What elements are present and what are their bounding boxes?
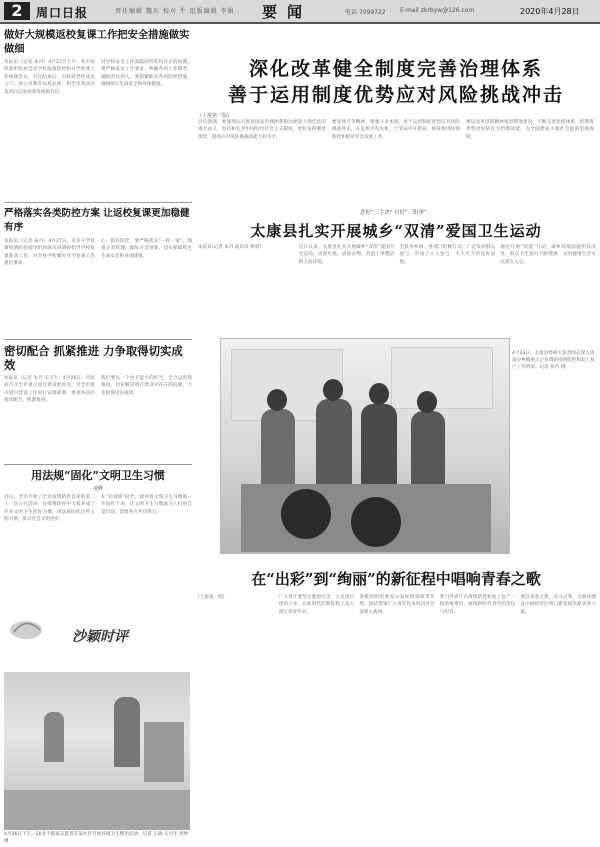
body-text: 近日，全市开展了全市疫情防控以来的第二十一次公开活动，在疫情防控中大家养成了许多文明卫生的好习惯，用法规固化这些文明习惯，推动社会文明进步。 <box>4 495 95 523</box>
left-news-photo <box>4 672 190 830</box>
body-text: 本报讯（记者 朱丹）4月27日，省市开学复课疫情防控指导组到商水县调研指导学校复课准备工作，对全县学校做好开学复课工作提出要求。 <box>4 239 95 267</box>
commentary-logo <box>6 612 76 642</box>
lead-headline: 深化改革健全制度完善治理体系 <box>248 58 543 80</box>
body-text: 要以改革创新精神推进制度建设，不断完善治理体系，把制度优势更好转化为治理效能，为全面建成小康社会提供坚强保障。 <box>466 120 594 140</box>
issue-date: 2020年4月28日 <box>520 7 580 16</box>
author-line: 凌峰 <box>92 486 103 492</box>
masthead <box>0 0 600 24</box>
section-headline: 在“出彩”到“绚丽”的新征程中唱响青春之歌 <box>251 570 541 588</box>
body-text: 我们要以一个也不能少的担当，全力以赴抓推进，切实解决项目建设中存在的问题，力争取得切实成效。 <box>101 376 192 396</box>
main-news-photo <box>220 338 510 554</box>
body-text: 各级团组织要充分发挥桥梁纽带作用，团结带领广大青年投身经济社会发展主战场。 <box>359 595 435 615</box>
editor-info: 责任编辑 魏东 校对 牛 组版编辑 李娟 <box>115 8 235 15</box>
email-info: E-mail zkrbyw@126.com <box>400 7 475 14</box>
body-text: 对学校安全工作面临的形势和存在的问题，要严格落实工作要求，明确各项工作职责，确保责任到人，要抓紧抓实各项防控措施，确保师生生命安全和身体健康。 <box>101 60 192 88</box>
commentary-column-title: 沙颖时评 <box>72 629 128 645</box>
body-text: 本报讯（记者 朱丹）4月27日上午，我市组织收听收看全省学校疫情防控和开学复课工作视频会议。会议结束后，市政府党组成员王宁，周口市教育局局长孙，和全市各县区负责同志参加我市视频会议。 <box>4 60 95 95</box>
kicker: 念好“三字诀” 打好“三组拳” <box>360 210 427 216</box>
left-article-2 <box>4 198 192 268</box>
body-text: 要以青春之我，奋斗之我，为加快建设中原经济区周口新发展贡献青春力量。 <box>520 595 596 615</box>
article-body-4 <box>198 594 596 616</box>
paper-name: 周口日报 <box>36 6 89 20</box>
page-number: 2 <box>4 2 30 20</box>
body-text: 心、抓好防控，要严格落实“一校一案”，加强分类管理，做好应急预案，切实保障师生生命安全和身体健康。 <box>101 239 192 259</box>
body-text: 在“后疫情”时代，如何将文明卫生习惯进一步固化下来，让文明卫生习惯成为人们的自觉行动，需要各方共同努力。 <box>101 495 192 515</box>
dateline: (上接第一版) <box>198 595 225 600</box>
article-title: 严格落实各类防控方案 让返校复课更加稳健有序 <box>4 208 190 233</box>
body-text: 通过开展“双清”行动，城乡环境面貌明显改善，群众卫生意识不断增强，文明健康生活方式深入人心。 <box>500 245 596 265</box>
lead-article <box>196 24 596 141</box>
body-text: 要引导青年在疫情防控和复工复产一线勇挑重担，展现新时代青年的责任与担当。 <box>439 595 516 615</box>
section-headline: 太康县扎实开展城乡“双清”爱国卫生运动 <box>250 222 542 240</box>
left-article-1 <box>4 28 192 96</box>
body-text: 近日以来，太康县扎实开展城乡“双清”爱国卫生运动，清理垃圾、清除杂物，营造干净整洁的人居环境。 <box>298 245 395 265</box>
left-photo-caption: 4月26日下午，20多个街道志愿者在某社区开展环境卫生整治活动。记者 王晓 实习生 何婷 摄 <box>4 832 189 844</box>
body-text: 要发扬斗争精神，增强斗争本领，善于运用制度优势应对风险挑战冲击，在危机中育先机、于变局中开新局，统筹推进疫情防控和经济社会发展工作。 <box>332 120 460 140</box>
body-text: 全县各乡镇、各部门积极行动，广泛发动群众参与，形成了人人参与、人人尽力的良好氛围。 <box>399 245 496 265</box>
article-title: 密切配合 抓紧推进 力争取得切实成效 <box>4 344 183 372</box>
lead-subheadline: 善于运用制度优势应对风险挑战冲击 <box>227 84 564 106</box>
body-text: 本报讯（记者 朱丹 实习生）4月26日，市政府召开全市重点项目建设推进会，对全市重点项目建设工作进行安排部署，要求各县区密切配合，抓紧推进。 <box>4 376 95 404</box>
article-body-2 <box>198 244 596 266</box>
commentary-illustration-icon <box>6 612 76 642</box>
body-text: 广大青年要坚定理想信念，立足岗位建功立业，在新时代的新征程上奋力谱写青春华章。 <box>278 595 355 615</box>
left-article-4 <box>4 460 192 524</box>
phone-info: 电话 7099722 <box>345 9 386 16</box>
body-text: 会议强调，要深刻认识推进国家治理体系和治理能力现代化的重大意义，坚持和完善中国特色社会主义制度，更好发挥制度优势，提高应对风险挑战的能力和水平。 <box>198 120 326 140</box>
main-photo-caption: 4月23日，太康县委相关负责同志深入到部分乡镇重点企业调研疫情防控和复工复产工作情况。记者 张冉 摄 <box>512 351 595 370</box>
article-title: 用法规“固化”文明卫生习惯 <box>31 469 165 482</box>
left-article-3 <box>4 335 192 405</box>
section-title: 要闻 <box>262 3 313 21</box>
article-title: 做好大规模返校复课工作把安全措施做实做细 <box>4 29 190 55</box>
dateline: 本报讯(记者 朱丹 通讯员 杨勇) <box>198 245 262 250</box>
dateline: (上接第一版) <box>200 113 229 119</box>
